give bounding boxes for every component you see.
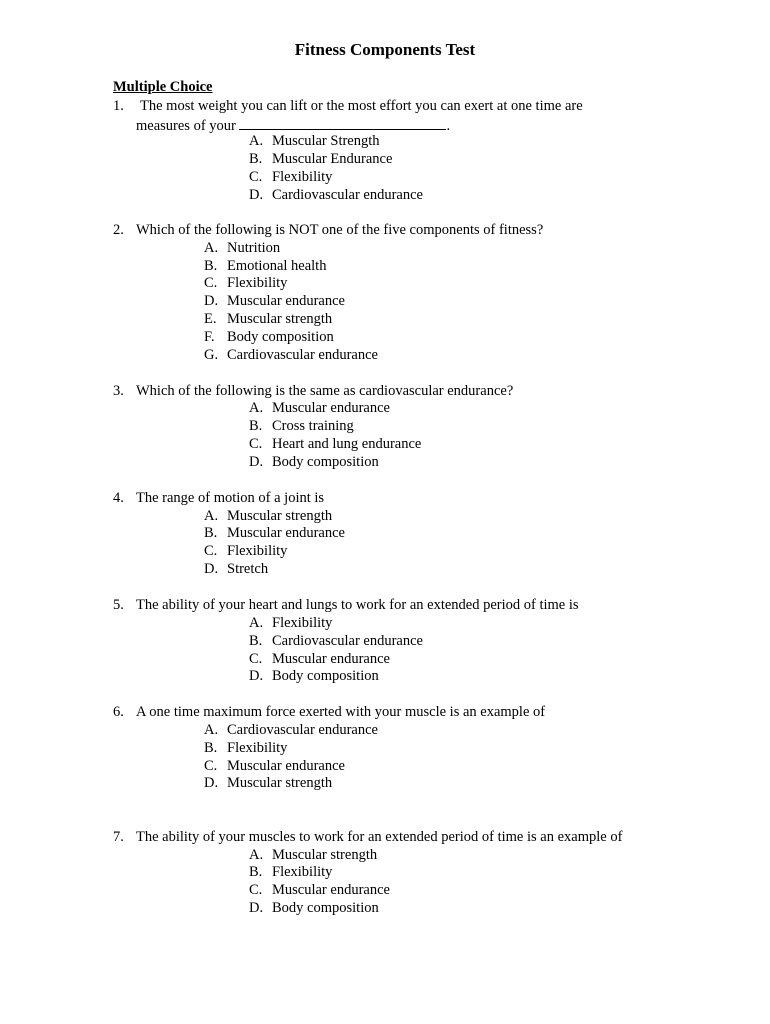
- option-letter: C.: [249, 169, 263, 185]
- option-text: Flexibility: [272, 615, 333, 631]
- option-text: Muscular strength: [227, 508, 333, 524]
- question-number: 4.: [113, 490, 124, 506]
- option-text: Muscular endurance: [227, 525, 345, 541]
- option-letter: C.: [249, 436, 263, 452]
- option-letter: C.: [249, 651, 263, 667]
- option-letter: B.: [249, 633, 263, 649]
- option-letter: C.: [204, 543, 218, 559]
- question-text-suffix: .: [446, 118, 451, 134]
- option-letter: D.: [204, 775, 219, 791]
- option-letter: A.: [204, 240, 219, 256]
- question-text: The ability of your muscles to work for an extended period of time is an example of: [136, 829, 623, 845]
- option-text: Muscular Endurance: [272, 151, 393, 167]
- option-text: Muscular strength: [272, 847, 378, 863]
- question-text: Which of the following is NOT one of the five components of fitness?: [136, 222, 544, 238]
- option-letter: D.: [249, 454, 264, 470]
- option-text: Flexibility: [272, 169, 333, 185]
- option-letter: D.: [204, 293, 219, 309]
- option-text: Muscular endurance: [227, 293, 345, 309]
- option-text: Nutrition: [227, 240, 281, 256]
- answer-blank: [239, 115, 446, 130]
- question-text: A one time maximum force exerted with your muscle is an example of: [136, 704, 546, 720]
- question-text-prefix: measures of your: [136, 118, 236, 134]
- option-letter: B.: [204, 740, 218, 756]
- option-letter: B.: [249, 864, 263, 880]
- option-text: Flexibility: [272, 864, 333, 880]
- option-text: Body composition: [272, 668, 379, 684]
- option-text: Muscular endurance: [272, 400, 390, 416]
- option-text: Flexibility: [227, 275, 288, 291]
- question-number: 7.: [113, 829, 124, 845]
- option-text: Muscular strength: [227, 775, 333, 791]
- option-text: Heart and lung endurance: [272, 436, 422, 452]
- option-letter: D.: [249, 900, 264, 916]
- question-number: 6.: [113, 704, 124, 720]
- option-letter: A.: [204, 508, 219, 524]
- option-text: Muscular endurance: [272, 882, 390, 898]
- option-text: Flexibility: [227, 543, 288, 559]
- option-letter: B.: [204, 525, 218, 541]
- page-title: Fitness Components Test: [294, 40, 476, 59]
- option-text: Muscular endurance: [272, 651, 390, 667]
- question-number: 3.: [113, 383, 124, 399]
- question-text: The most weight you can lift or the most effort you can exert at one time are: [140, 98, 583, 114]
- option-letter: B.: [204, 258, 218, 274]
- option-letter: A.: [249, 847, 264, 863]
- section-heading: Multiple Choice: [113, 79, 213, 95]
- option-letter: A.: [204, 722, 219, 738]
- option-letter: F.: [204, 329, 215, 345]
- option-text: Emotional health: [227, 258, 327, 274]
- question-text: The range of motion of a joint is: [136, 490, 325, 506]
- option-text: Body composition: [272, 900, 379, 916]
- option-letter: B.: [249, 418, 263, 434]
- option-text: Body composition: [272, 454, 379, 470]
- option-letter: C.: [204, 758, 218, 774]
- option-text: Muscular strength: [227, 311, 333, 327]
- question-text: Which of the following is the same as cardiovascular endurance?: [136, 383, 514, 399]
- option-text: Cardiovascular endurance: [272, 187, 423, 203]
- question-number: 2.: [113, 222, 124, 238]
- option-letter: C.: [249, 882, 263, 898]
- option-letter: E.: [204, 311, 217, 327]
- option-text: Stretch: [227, 561, 269, 577]
- question-text: The ability of your heart and lungs to work for an extended period of time is: [136, 597, 579, 613]
- option-text: Cardiovascular endurance: [227, 347, 378, 363]
- option-letter: C.: [204, 275, 218, 291]
- option-letter: B.: [249, 151, 263, 167]
- option-letter: D.: [249, 187, 264, 203]
- option-text: Muscular endurance: [227, 758, 345, 774]
- option-text: Body composition: [227, 329, 334, 345]
- option-letter: A.: [249, 615, 264, 631]
- question-number: 5.: [113, 597, 124, 613]
- option-letter: A.: [249, 400, 264, 416]
- option-letter: G.: [204, 347, 219, 363]
- option-text: Cross training: [272, 418, 354, 434]
- option-letter: A.: [249, 133, 264, 149]
- option-text: Cardiovascular endurance: [272, 633, 423, 649]
- option-text: Flexibility: [227, 740, 288, 756]
- option-text: Cardiovascular endurance: [227, 722, 378, 738]
- question-number: 1.: [113, 98, 124, 114]
- option-text: Muscular Strength: [272, 133, 380, 149]
- option-letter: D.: [204, 561, 219, 577]
- option-letter: D.: [249, 668, 264, 684]
